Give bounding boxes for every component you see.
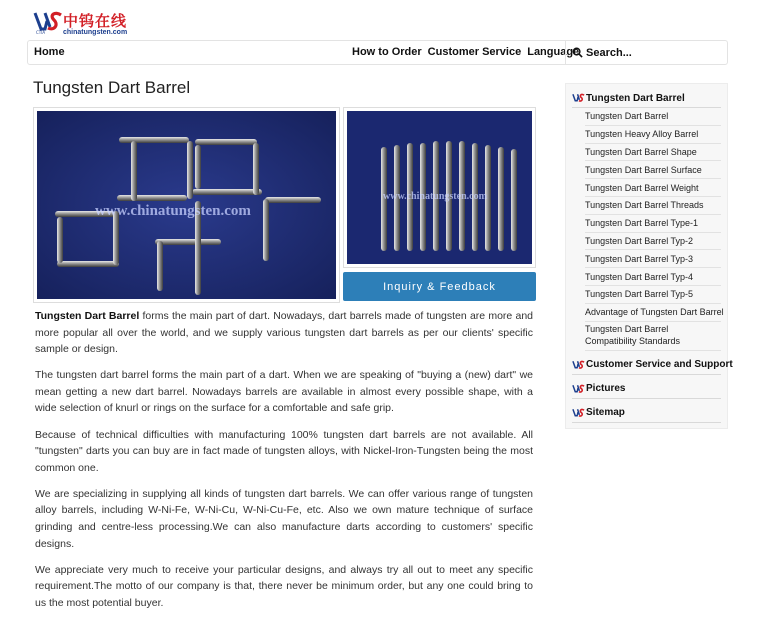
sidebar-pictures-label: Pictures <box>586 383 626 395</box>
article-body <box>35 308 533 621</box>
logo-name-en: chinatungsten.com <box>63 29 128 36</box>
dart-barrels-row-illustration <box>347 111 532 264</box>
search-input[interactable] <box>586 44 722 61</box>
sidebar-item-dart-barrel[interactable]: Tungsten Dart Barrel <box>585 108 721 126</box>
sidebar-section-sitemap[interactable] <box>572 404 721 423</box>
svg-text:CTIA: CTIA <box>36 30 46 35</box>
paragraph-intro-text: forms the main part of dart. Nowadays, dart barrels made of tungsten are more and more popular all over the world, and we supply various tungsten dart barrels as per our clients' specific sample or design. <box>35 310 533 356</box>
sidebar-item-barrel-surface[interactable]: Tungsten Dart Barrel Surface <box>585 161 721 179</box>
paragraph-appreciate: We appreciate very much to receive your particular designs, and always try all out to meet any specific requirement.The motto of our company is that, there never be minimum order, but any one could bring to us the most potential buyer. <box>35 563 533 609</box>
paragraph-main-part: The tungsten dart barrel forms the main part of a dart. When we are speaking of "buying a (new) dart" we mean getting a new dart barrel. Nowadays barrels are available in almost every possible shape, with a wide selection of knurl or rings on the surface for a comfortable and safe grip. <box>35 369 533 415</box>
sidebar-item-barrel-typ-2[interactable]: Tungsten Dart Barrel Typ-2 <box>585 233 721 251</box>
sidebar-section-pictures[interactable] <box>572 380 721 399</box>
sidebar-item-heavy-alloy-barrel[interactable]: Tungsten Heavy Alloy Barrel <box>585 126 721 144</box>
product-photo-arrangement <box>33 107 340 303</box>
sidebar-customer-service-label: Customer Service and Support <box>586 359 733 371</box>
sidebar-section-title: Tungsten Dart Barrel <box>586 92 685 104</box>
search-box <box>565 41 729 64</box>
brand-mini-logo-icon <box>572 93 585 103</box>
sidebar-item-barrel-shape[interactable]: Tungsten Dart Barrel Shape <box>585 144 721 162</box>
product-photo-arrangement-image <box>37 111 336 299</box>
site-logo[interactable] <box>33 9 143 37</box>
sidebar-item-barrel-threads[interactable]: Tungsten Dart Barrel Threads <box>585 197 721 215</box>
sidebar <box>565 83 733 429</box>
sidebar-item-barrel-typ-3[interactable]: Tungsten Dart Barrel Typ-3 <box>585 250 721 268</box>
paragraph-intro-bold: Tungsten Dart Barrel <box>35 310 140 322</box>
paragraph-intro <box>35 308 533 358</box>
product-photo-row-image <box>347 111 532 264</box>
inquiry-feedback-button[interactable]: Inquiry & Feedback <box>343 272 536 301</box>
sidebar-item-barrel-typ-4[interactable]: Tungsten Dart Barrel Typ-4 <box>585 268 721 286</box>
nav-how-to-order-link[interactable]: How to Order <box>352 46 422 58</box>
page-title: Tungsten Dart Barrel <box>33 78 191 97</box>
paragraph-specializing: We are specializing in supplying all kinds of tungsten dart barrels. We can offer various range of tungsten alloy barrels, including W-Ni-Fe, W-Ni-Cu, W-Ni-Cu-Fe, etc. Also we own mature technique of surface grinding and centre-less processing.We can also manufacture darts according to customers' specific designs. <box>35 487 533 550</box>
brand-mini-logo-icon <box>572 384 585 394</box>
product-photo-row <box>343 107 536 268</box>
sidebar-sitemap-label: Sitemap <box>586 407 625 419</box>
photo-watermark-2: www.chinatungsten.com <box>383 191 487 202</box>
sidebar-item-compatibility-standards[interactable]: Tungsten Dart Barrel Compatibility Standards <box>585 322 721 351</box>
sidebar-item-barrel-typ-5[interactable]: Tungsten Dart Barrel Typ-5 <box>585 286 721 304</box>
sidebar-item-barrel-type-1[interactable]: Tungsten Dart Barrel Type-1 <box>585 215 721 233</box>
logo-name-cn: 中钨在线 <box>63 12 128 30</box>
brand-mini-logo-icon <box>572 408 585 418</box>
nav-home-link[interactable]: Home <box>34 46 65 58</box>
search-icon[interactable] <box>572 47 583 58</box>
brand-mini-logo-icon <box>572 360 585 370</box>
sidebar-item-advantage[interactable]: Advantage of Tungsten Dart Barrel <box>585 304 721 322</box>
paragraph-alloys: Because of technical difficulties with manufacturing 100% tungsten dart barrels are not available. All "tungsten" darts you can buy are in fact made of tungsten alloys, with Nickel-Iron-Tungsten being the most common one. <box>35 428 533 474</box>
photo-watermark-1: www.chinatungsten.com <box>95 203 251 219</box>
top-navbar <box>27 40 728 65</box>
logo-mark-icon <box>33 9 63 35</box>
sidebar-section-dart-barrel[interactable] <box>572 89 721 108</box>
nav-language-link[interactable]: Language <box>527 46 580 58</box>
sidebar-item-barrel-weight[interactable]: Tungsten Dart Barrel Weight <box>585 179 721 197</box>
nav-customer-service-link[interactable]: Customer Service <box>427 46 522 58</box>
sidebar-section-customer-service[interactable] <box>572 356 733 375</box>
nav-links <box>352 46 579 58</box>
